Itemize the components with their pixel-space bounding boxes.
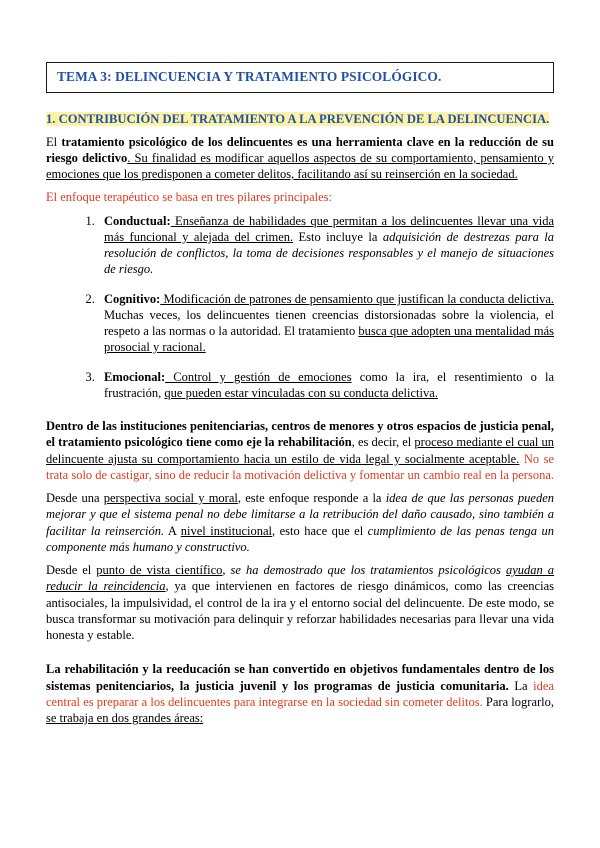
persp-underlined: perspectiva social y moral xyxy=(103,491,238,506)
pillars-lead-text: El enfoque terapéutico se basa en tres pilares principales: xyxy=(46,190,332,205)
pillar-2-underlined: Modificación de patrones de pensamiento que justifican la conducta delictiva. xyxy=(160,291,554,306)
objetivos-text-2: Para lograrlo, xyxy=(482,694,554,709)
persp-text-3: , esto hace que el xyxy=(272,523,368,538)
cient-italic-underlined: ayudan a reducir la reincidencia xyxy=(46,563,555,594)
document-title-box xyxy=(46,62,554,93)
pillar-2-label: Cognitivo: xyxy=(104,291,161,306)
objetivos-bold: La rehabilitación y la reeducación se han convertido en objetivos fundamentales dentro de los sistemas penitenciarios, la justicia juvenil y los programas de justicia comunitaria. xyxy=(46,662,554,693)
persp-text: , este enfoque responde a la xyxy=(237,491,386,506)
paragraph-rehabilitacion xyxy=(46,418,554,483)
page-title: TEMA 3: DELINCUENCIA Y TRATAMIENTO PSICOLÓGICO. xyxy=(57,69,442,84)
pillar-1-underlined: Enseñanza de habilidades que permitan a los delincuentes llevar una vida más funcional y alejada del crimen. xyxy=(104,213,554,244)
paragraph-punto-cientifico xyxy=(46,562,554,643)
pillar-3-underlined: Control y gestión de emociones xyxy=(165,369,352,384)
objetivos-text: La xyxy=(508,678,534,693)
pillar-3-text: como la ira, el resentimiento o la frustración, xyxy=(104,369,554,400)
paragraph-intro xyxy=(46,134,554,183)
cient-italic: , se ha demostrado que los tratamientos psicológicos xyxy=(222,563,506,578)
cient-text: , ya que intervienen en factores de riesgo dinámicos, como las creencias antisociales, la impulsividad, el control de la ira y el entorno social del delincuente. De este modo, se busca transformar su motivación para delinquir y reforzar habilidades necesarias para llevar una vida honesta y estable. xyxy=(46,579,554,643)
list-item xyxy=(98,291,554,356)
section-heading-text: 1. CONTRIBUCIÓN DEL TRATAMIENTO A LA PREVENCIÓN DE LA DELINCUENCIA. xyxy=(46,112,550,126)
pillar-3-underlined-2: que pueden estar vinculadas con su conducta delictiva. xyxy=(164,385,438,400)
persp-lead: Desde una xyxy=(46,491,104,506)
pillar-1-italic: adquisición de destrezas para la resolución de conflictos, la toma de decisiones responsables y el manejo de situaciones de riesgo. xyxy=(104,229,554,277)
intro-bold: tratamiento psicológico de los delincuentes es una herramienta clave en la reducción de su riesgo delictivo xyxy=(46,134,554,165)
list-item xyxy=(98,213,554,278)
cient-underlined: punto de vista científico xyxy=(96,563,223,578)
pillar-3-label: Emocional: xyxy=(104,369,166,384)
pillar-2-text: Muchas veces, los delincuentes tienen creencias distorsionadas sobre la violencia, el respeto a las normas o la autoridad. El tratamiento xyxy=(104,307,554,339)
pillar-2-underlined-2: busca que adopten una mentalidad más prosocial y racional. xyxy=(104,324,554,355)
persp-text-2: A xyxy=(164,523,181,538)
list-item xyxy=(98,369,554,402)
rehab-bold: Dentro de las instituciones penitenciarias, centros de menores y otros espacios de justicia penal, el tratamiento psicológico tiene como eje la rehabilitación xyxy=(46,419,554,450)
spacer xyxy=(46,407,554,418)
pillar-1-label: Conductual: xyxy=(104,213,171,228)
paragraph-objetivos xyxy=(46,661,554,726)
persp-underlined-2: nivel institucional xyxy=(180,523,273,538)
paragraph-pillars-lead xyxy=(46,189,554,205)
rehab-underlined: proceso mediante el cual un delincuente ajusta su comportamiento hacia un estilo de vida legal y socialmente aceptable. xyxy=(46,435,554,466)
persp-italic-2: cumplimiento de las penas tenga un componente más humano y constructivo. xyxy=(46,523,554,554)
pillar-1-text: Esto incluye la xyxy=(293,229,383,244)
objetivos-red: idea central es preparar a los delincuentes para integrarse en la sociedad sin cometer delitos. xyxy=(46,678,554,709)
objetivos-underlined: se trabaja en dos grandes áreas: xyxy=(46,711,204,726)
rehab-red: No se trata solo de castigar, sino de reducir la motivación delictiva y fomentar un cambio real en la persona. xyxy=(46,451,554,482)
spacer xyxy=(46,650,554,661)
intro-underlined: . Su finalidad es modificar aquellos aspectos de su comportamiento, pensamiento y emociones que los predisponen a cometer delitos, facilitando así su reinserción en la sociedad. xyxy=(46,150,554,182)
section-heading xyxy=(46,111,554,128)
intro-lead: El xyxy=(46,134,62,149)
paragraph-perspectiva-social xyxy=(46,490,554,555)
cient-lead: Desde el xyxy=(46,563,97,578)
rehab-text: , es decir, el xyxy=(351,435,415,450)
pillars-list xyxy=(46,213,554,402)
persp-italic: idea de que las personas pueden mejorar y que el sistema penal no debe limitarse a la retribución del daño causado, sino también a facilitar la reinserción. xyxy=(46,491,554,538)
